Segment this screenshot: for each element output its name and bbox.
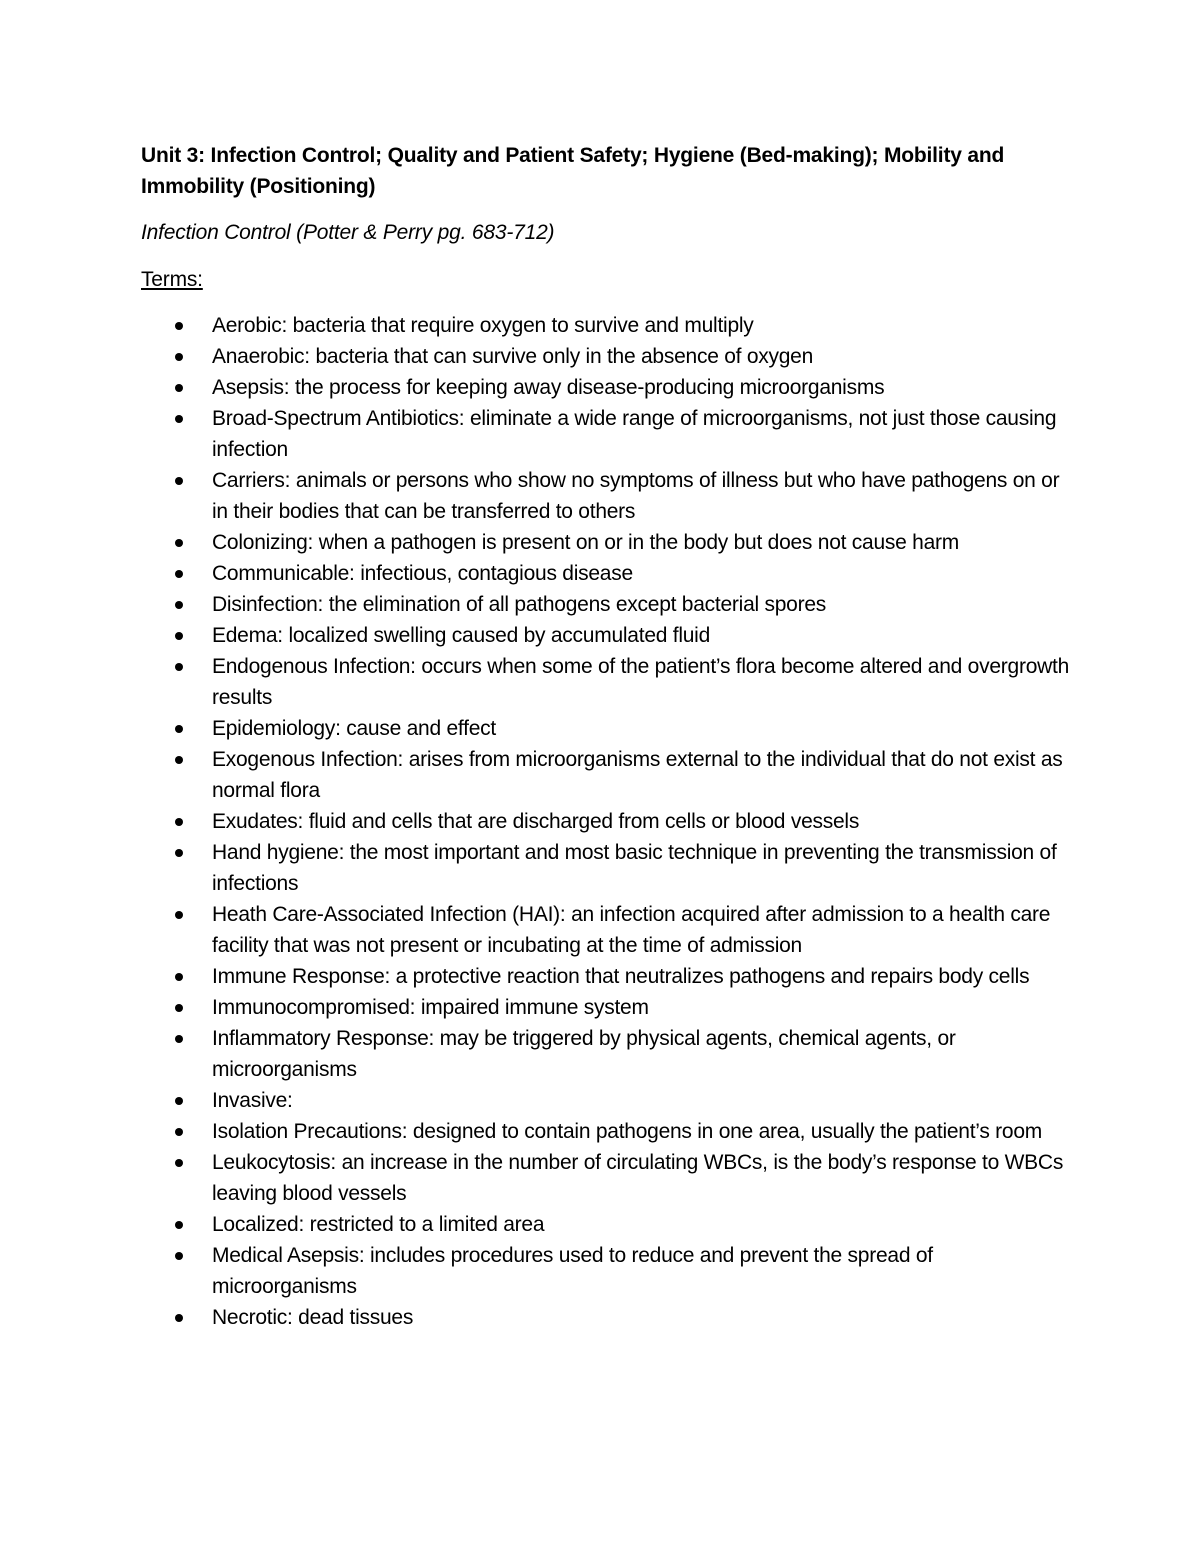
list-item — [141, 1147, 1071, 1209]
list-item — [141, 620, 1071, 651]
bullet-icon — [175, 663, 183, 671]
bullet-icon — [175, 415, 183, 423]
list-item — [141, 744, 1071, 806]
list-item — [141, 1023, 1071, 1085]
term-text: Immune Response: a protective reaction that neutralizes pathogens and repairs body cells — [212, 965, 1030, 988]
bullet-icon — [175, 973, 183, 981]
bullet-icon — [175, 539, 183, 547]
term-text: Hand hygiene: the most important and most basic technique in preventing the transmission of infections — [212, 841, 1057, 895]
list-item — [141, 1302, 1071, 1333]
term-text: Medical Asepsis: includes procedures used to reduce and prevent the spread of microorganisms — [212, 1244, 933, 1298]
bullet-icon — [175, 353, 183, 361]
list-item — [141, 403, 1071, 465]
bullet-icon — [175, 1035, 183, 1043]
term-text: Disinfection: the elimination of all pathogens except bacterial spores — [212, 593, 827, 616]
document-content — [141, 140, 1071, 1333]
term-text: Broad-Spectrum Antibiotics: eliminate a wide range of microorganisms, not just those causing infection — [212, 407, 1057, 461]
terms-list — [141, 310, 1071, 1333]
list-item — [141, 961, 1071, 992]
section-title: Infection Control (Potter & Perry pg. 683-712) — [141, 221, 555, 244]
list-item — [141, 558, 1071, 589]
bullet-icon — [175, 1252, 183, 1260]
list-item — [141, 589, 1071, 620]
bullet-icon — [175, 849, 183, 857]
bullet-icon — [175, 632, 183, 640]
term-text: Exogenous Infection: arises from microorganisms external to the individual that do not exist as normal flora — [212, 748, 1063, 802]
list-item — [141, 310, 1071, 341]
list-item — [141, 465, 1071, 527]
list-item — [141, 1085, 1071, 1116]
list-item — [141, 713, 1071, 744]
terms-heading: Terms: — [141, 268, 203, 291]
bullet-icon — [175, 1004, 183, 1012]
bullet-icon — [175, 1221, 183, 1229]
term-text: Leukocytosis: an increase in the number of circulating WBCs, is the body’s response to WBCs leaving blood vessels — [212, 1151, 1064, 1205]
term-text: Anaerobic: bacteria that can survive only in the absence of oxygen — [212, 345, 814, 368]
list-item — [141, 1209, 1071, 1240]
bullet-icon — [175, 818, 183, 826]
bullet-icon — [175, 1159, 183, 1167]
term-text: Necrotic: dead tissues — [212, 1306, 414, 1329]
term-text: Colonizing: when a pathogen is present on or in the body but does not cause harm — [212, 531, 960, 554]
bullet-icon — [175, 601, 183, 609]
term-text: Edema: localized swelling caused by accumulated fluid — [212, 624, 711, 647]
list-item — [141, 992, 1071, 1023]
list-item — [141, 372, 1071, 403]
list-item — [141, 341, 1071, 372]
term-text: Inflammatory Response: may be triggered by physical agents, chemical agents, or microorganisms — [212, 1027, 956, 1081]
bullet-icon — [175, 1314, 183, 1322]
term-text: Heath Care-Associated Infection (HAI): an infection acquired after admission to a health care facility that was not present or incubating at the time of admission — [212, 903, 1051, 957]
term-text: Endogenous Infection: occurs when some of the patient’s flora become altered and overgrowth results — [212, 655, 1070, 709]
term-text: Exudates: fluid and cells that are discharged from cells or blood vessels — [212, 810, 860, 833]
bullet-icon — [175, 756, 183, 764]
bullet-icon — [175, 911, 183, 919]
term-text: Asepsis: the process for keeping away disease-producing microorganisms — [212, 376, 885, 399]
list-item — [141, 837, 1071, 899]
term-text: Epidemiology: cause and effect — [212, 717, 496, 740]
unit-title: Unit 3: Infection Control; Quality and Patient Safety; Hygiene (Bed-making); Mobility and Immobility (Positioning) — [141, 144, 1005, 198]
list-item — [141, 899, 1071, 961]
bullet-icon — [175, 384, 183, 392]
term-text: Communicable: infectious, contagious disease — [212, 562, 633, 585]
term-text: Isolation Precautions: designed to contain pathogens in one area, usually the patient’s room — [212, 1120, 1043, 1143]
bullet-icon — [175, 477, 183, 485]
bullet-icon — [175, 322, 183, 330]
bullet-icon — [175, 1097, 183, 1105]
term-text: Invasive: — [212, 1089, 293, 1112]
bullet-icon — [175, 570, 183, 578]
list-item — [141, 527, 1071, 558]
bullet-icon — [175, 1128, 183, 1136]
list-item — [141, 1116, 1071, 1147]
bullet-icon — [175, 725, 183, 733]
list-item — [141, 651, 1071, 713]
term-text: Aerobic: bacteria that require oxygen to survive and multiply — [212, 314, 754, 337]
list-item — [141, 806, 1071, 837]
term-text: Carriers: animals or persons who show no symptoms of illness but who have pathogens on or in their bodies that can be transferred to others — [212, 469, 1060, 523]
term-text: Localized: restricted to a limited area — [212, 1213, 545, 1236]
list-item — [141, 1240, 1071, 1302]
term-text: Immunocompromised: impaired immune system — [212, 996, 649, 1019]
